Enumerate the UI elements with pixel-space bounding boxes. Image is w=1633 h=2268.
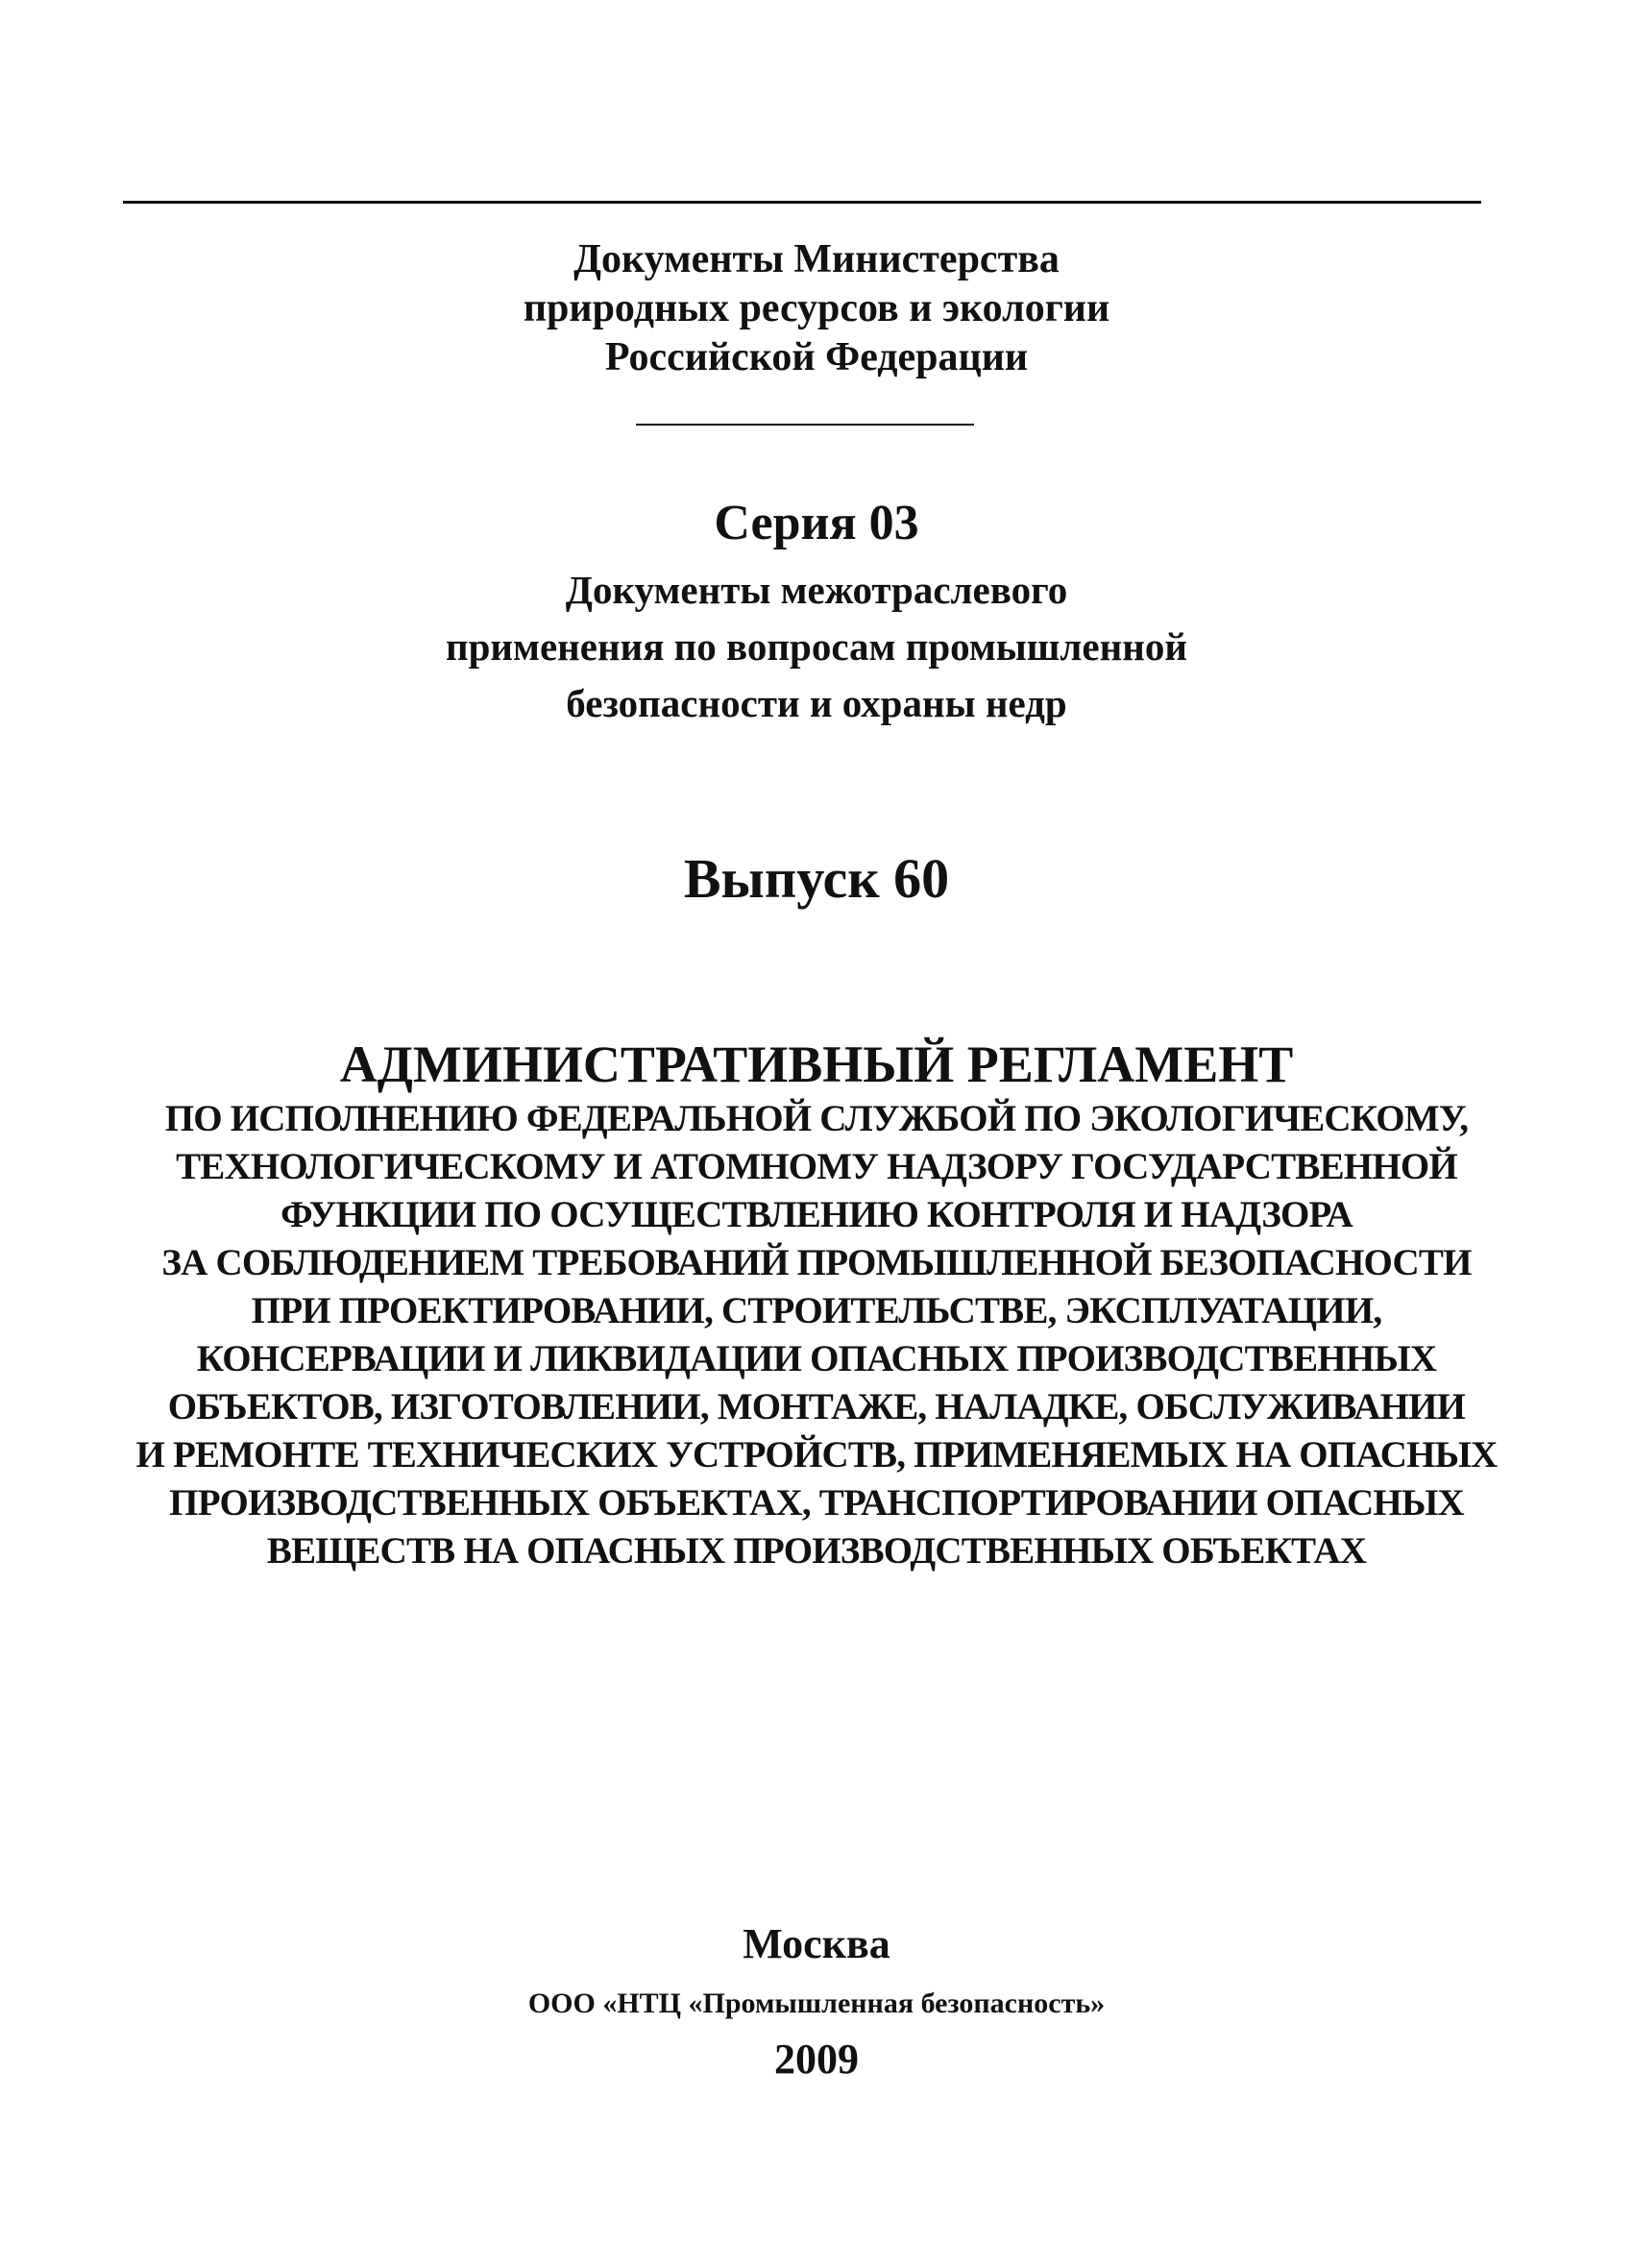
imprint-city: Москва xyxy=(743,1920,890,1967)
ministry-line: Российской Федерации xyxy=(604,335,1029,379)
series-description-line: применения по вопросам промышленной xyxy=(446,624,1187,669)
series-description xyxy=(0,562,1633,732)
imprint-year: 2009 xyxy=(774,2036,859,2083)
series-description-line: безопасности и охраны недр xyxy=(566,681,1067,725)
document-subtitle xyxy=(0,1095,1633,1575)
ministry-divider xyxy=(636,424,974,426)
subtitle-line: ФУНКЦИИ ПО ОСУЩЕСТВЛЕНИЮ КОНТРОЛЯ И НАДЗОРА xyxy=(280,1194,1353,1235)
series-description-line: Документы межотраслевого xyxy=(565,568,1068,612)
subtitle-line: ОБЪЕКТОВ, ИЗГОТОВЛЕНИИ, МОНТАЖЕ, НАЛАДКЕ, ОБСЛУЖИВАНИИ xyxy=(167,1386,1466,1427)
subtitle-line: ВЕЩЕСТВ НА ОПАСНЫХ ПРОИЗВОДСТВЕННЫХ ОБЪЕКТАХ xyxy=(266,1530,1367,1572)
ministry-heading xyxy=(0,235,1633,382)
series-title: Серия 03 xyxy=(714,496,919,550)
top-rule xyxy=(123,201,1481,204)
subtitle-line: ЗА СОБЛЮДЕНИЕМ ТРЕБОВАНИЙ ПРОМЫШЛЕННОЙ БЕЗОПАСНОСТИ xyxy=(161,1242,1472,1283)
subtitle-line: ПРИ ПРОЕКТИРОВАНИИ, СТРОИТЕЛЬСТВЕ, ЭКСПЛУАТАЦИИ, xyxy=(251,1290,1382,1331)
imprint-publisher: ООО «НТЦ «Промышленная безопасность» xyxy=(527,1988,1106,2019)
subtitle-line: КОНСЕРВАЦИИ И ЛИКВИДАЦИИ ОПАСНЫХ ПРОИЗВОДСТВЕННЫХ xyxy=(196,1338,1437,1379)
ministry-line: Документы Министерства xyxy=(573,237,1060,281)
subtitle-line: ПО ИСПОЛНЕНИЮ ФЕДЕРАЛЬНОЙ СЛУЖБОЙ ПО ЭКОЛОГИЧЕСКОМУ, xyxy=(164,1098,1469,1139)
document-title: АДМИНИСТРАТИВНЫЙ РЕГЛАМЕНТ xyxy=(339,1036,1294,1093)
subtitle-line: ПРОИЗВОДСТВЕННЫХ ОБЪЕКТАХ, ТРАНСПОРТИРОВАНИИ ОПАСНЫХ xyxy=(169,1482,1464,1524)
subtitle-line: ТЕХНОЛОГИЧЕСКОМУ И АТОМНОМУ НАДЗОРУ ГОСУДАРСТВЕННОЙ xyxy=(176,1146,1457,1187)
subtitle-line: И РЕМОНТЕ ТЕХНИЧЕСКИХ УСТРОЙСТВ, ПРИМЕНЯЕМЫХ НА ОПАСНЫХ xyxy=(135,1434,1498,1475)
issue-number: Выпуск 60 xyxy=(683,847,950,910)
ministry-line: природных ресурсов и экологии xyxy=(523,286,1110,330)
